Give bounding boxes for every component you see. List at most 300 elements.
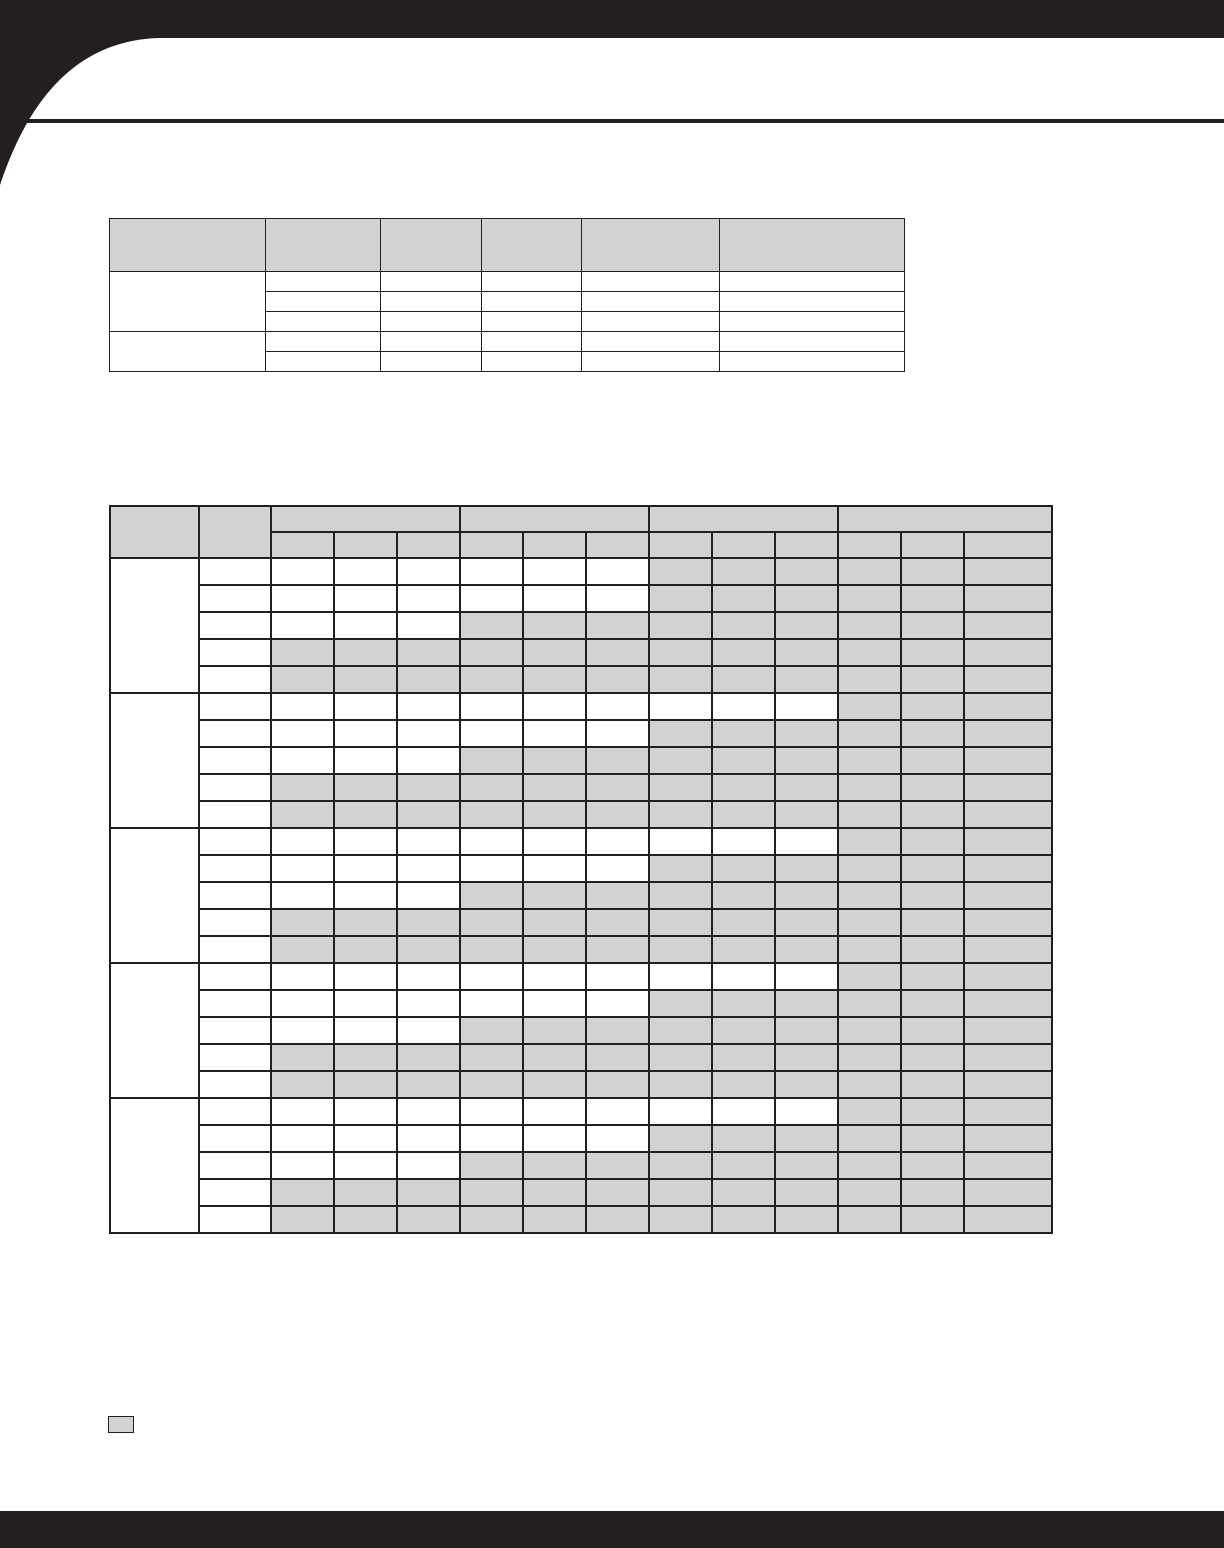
grid-cell [838,747,901,774]
grid-row [110,1206,1052,1233]
grid-group-label [110,693,199,828]
grid-cell [271,801,334,828]
grid-cell [649,774,712,801]
grid-cell [964,801,1052,828]
grid-row [110,801,1052,828]
summary-cell [720,272,905,292]
grid-cell [964,612,1052,639]
grid-cell [838,909,901,936]
grid-cell [523,666,586,693]
grid-cell [649,639,712,666]
grid-column-group-header [271,506,460,532]
grid-cell [334,855,397,882]
grid-cell [838,1098,901,1125]
grid-cell [397,990,460,1017]
grid-cell [964,720,1052,747]
grid-cell [712,1152,775,1179]
grid-sub-column-header [523,532,586,558]
grid-cell [712,747,775,774]
grid-cell [586,612,649,639]
grid-cell [586,1071,649,1098]
grid-cell [523,639,586,666]
grid-cell [901,558,964,585]
grid-cell [397,720,460,747]
grid-cell [838,855,901,882]
grid-cell [271,990,334,1017]
grid-row-label [199,666,271,693]
grid-cell [271,1206,334,1233]
grid-cell [523,720,586,747]
grid-cell [901,1017,964,1044]
grid-row-label [199,936,271,963]
grid-cell [460,855,523,882]
grid-cell [586,774,649,801]
grid-cell [586,693,649,720]
grid-cell [649,828,712,855]
grid-cell [775,1125,838,1152]
grid-cell [334,909,397,936]
grid-cell [838,720,901,747]
grid-row [110,693,1052,720]
grid-cell [460,1152,523,1179]
summary-cell [720,312,905,332]
summary-cell [381,332,482,352]
grid-cell [712,909,775,936]
grid-cell [586,1098,649,1125]
summary-header-cell [720,219,905,272]
grid-cell [334,1044,397,1071]
grid-cell [586,585,649,612]
grid-cell [334,558,397,585]
grid-cell [271,720,334,747]
grid-row-label [199,855,271,882]
grid-cell [712,1017,775,1044]
grid-group-label [110,558,199,693]
grid-row [110,882,1052,909]
grid-cell [271,1152,334,1179]
grid-cell [586,639,649,666]
grid-cell [271,1044,334,1071]
grid-cell [649,963,712,990]
grid-cell [712,801,775,828]
grid-cell [901,801,964,828]
summary-cell [582,332,720,352]
grid-group-label [110,828,199,963]
grid-cell [901,693,964,720]
summary-cell [381,272,482,292]
grid-cell [271,1017,334,1044]
grid-cell [334,936,397,963]
summary-table [109,218,905,372]
grid-cell [397,693,460,720]
grid-cell [271,558,334,585]
grid-corner-header [199,506,271,558]
grid-cell [964,909,1052,936]
grid-cell [964,1071,1052,1098]
grid-cell [649,612,712,639]
grid-cell [523,801,586,828]
grid-cell [397,1044,460,1071]
grid-cell [901,1125,964,1152]
grid-cell [964,693,1052,720]
grid-cell [397,882,460,909]
grid-cell [523,1152,586,1179]
grid-cell [712,585,775,612]
grid-cell [649,855,712,882]
grid-cell [271,1071,334,1098]
grid-cell [334,639,397,666]
grid-cell [775,1071,838,1098]
grid-group-label [110,963,199,1098]
grid-cell [460,720,523,747]
grid-cell [964,1017,1052,1044]
grid-cell [397,666,460,693]
grid-cell [523,774,586,801]
grid-cell [964,585,1052,612]
grid-cell [397,1098,460,1125]
grid-row [110,585,1052,612]
grid-cell [523,747,586,774]
grid-cell [460,585,523,612]
grid-row [110,720,1052,747]
grid-row [110,774,1052,801]
grid-cell [334,720,397,747]
grid-row-label [199,1179,271,1206]
grid-cell [775,855,838,882]
grid-sub-column-header [964,532,1052,558]
grid-cell [964,747,1052,774]
grid-cell [523,1017,586,1044]
grid-cell [901,963,964,990]
summary-group-label [110,332,266,372]
grid-cell [460,774,523,801]
grid-cell [586,909,649,936]
grid-cell [271,963,334,990]
grid-row-label [199,1044,271,1071]
grid-cell [523,1179,586,1206]
grid-cell [460,1206,523,1233]
grid-cell [334,1152,397,1179]
grid-cell [712,1179,775,1206]
grid-cell [586,666,649,693]
grid-cell [649,882,712,909]
grid-sub-column-header [838,532,901,558]
grid-row [110,612,1052,639]
summary-cell [381,312,482,332]
grid-row [110,558,1052,585]
grid-row-label [199,1125,271,1152]
grid-cell [586,801,649,828]
summary-cell [266,292,381,312]
grid-cell [397,1017,460,1044]
grid-cell [397,612,460,639]
grid-cell [838,828,901,855]
grid-cell [649,585,712,612]
grid-cell [775,720,838,747]
grid-cell [397,585,460,612]
summary-cell [582,352,720,372]
grid-cell [334,1125,397,1152]
grid-cell [649,1017,712,1044]
grid-cell [775,963,838,990]
grid-cell [964,1179,1052,1206]
grid-cell [775,828,838,855]
grid-cell [586,990,649,1017]
grid-cell [964,1206,1052,1233]
summary-header-cell [582,219,720,272]
grid-row-label [199,720,271,747]
grid-cell [838,1044,901,1071]
grid-group-label [110,1098,199,1233]
grid-cell [712,612,775,639]
grid-cell [586,1179,649,1206]
grid-row [110,1071,1052,1098]
summary-cell [720,332,905,352]
grid-cell [586,720,649,747]
grid-row-label [199,774,271,801]
grid-cell [712,936,775,963]
grid-row [110,990,1052,1017]
grid-cell [334,963,397,990]
grid-cell [271,1125,334,1152]
grid-cell [523,612,586,639]
grid-cell [901,1098,964,1125]
grid-cell [460,558,523,585]
grid-cell [712,1098,775,1125]
grid-cell [523,1125,586,1152]
grid-cell [397,909,460,936]
grid-row [110,1044,1052,1071]
grid-cell [397,1152,460,1179]
grid-cell [649,909,712,936]
grid-cell [775,1206,838,1233]
grid-row [110,963,1052,990]
grid-row-label [199,558,271,585]
grid-row-label [199,1098,271,1125]
grid-cell [334,747,397,774]
grid-cell [964,828,1052,855]
grid-row [110,1098,1052,1125]
grid-cell [460,936,523,963]
grid-cell [901,747,964,774]
grid-cell [523,693,586,720]
summary-cell [582,312,720,332]
grid-cell [775,936,838,963]
grid-cell [460,963,523,990]
grid-cell [586,963,649,990]
grid-row-label [199,963,271,990]
summary-cell [266,332,381,352]
grid-cell [334,801,397,828]
grid-cell [775,558,838,585]
grid-cell [397,936,460,963]
grid-cell [901,936,964,963]
grid-cell [838,1179,901,1206]
grid-cell [397,963,460,990]
grid-cell [649,558,712,585]
grid-cell [901,666,964,693]
grid-cell [271,639,334,666]
grid-cell [775,801,838,828]
grid-sub-column-header [775,532,838,558]
grid-cell [964,558,1052,585]
header-corner-curve [0,0,200,200]
grid-cell [775,990,838,1017]
grid-cell [838,1206,901,1233]
summary-header-cell [482,219,582,272]
grid-cell [586,1017,649,1044]
grid-cell [712,1206,775,1233]
grid-cell [523,1206,586,1233]
grid-cell [460,1044,523,1071]
grid-cell [649,720,712,747]
grid-row [110,1017,1052,1044]
grid-cell [460,909,523,936]
grid-cell [586,1125,649,1152]
grid-row [110,936,1052,963]
grid-cell [271,855,334,882]
grid-cell [523,963,586,990]
grid-cell [397,1125,460,1152]
grid-cell [775,612,838,639]
grid-row-label [199,747,271,774]
grid-cell [460,828,523,855]
grid-cell [838,936,901,963]
grid-cell [775,1098,838,1125]
grid-cell [271,1179,334,1206]
grid-cell [397,1206,460,1233]
grid-row-label [199,1017,271,1044]
summary-row [110,272,905,292]
grid-cell [964,963,1052,990]
grid-cell [712,963,775,990]
grid-cell [838,693,901,720]
grid-cell [838,774,901,801]
grid-cell [334,882,397,909]
grid-cell [271,1098,334,1125]
grid-row-label [199,1206,271,1233]
grid-sub-column-header [712,532,775,558]
grid-cell [460,1125,523,1152]
grid-cell [334,693,397,720]
grid-row-label [199,585,271,612]
grid-row [110,909,1052,936]
grid-cell [712,1125,775,1152]
summary-cell [381,292,482,312]
grid-cell [649,1044,712,1071]
grid-row [110,666,1052,693]
grid-cell [901,774,964,801]
grid-cell [523,882,586,909]
grid-cell [775,1044,838,1071]
grid-row-label [199,828,271,855]
grid-cell [586,828,649,855]
summary-cell [482,272,582,292]
grid-cell [334,666,397,693]
grid-cell [964,639,1052,666]
grid-cell [838,990,901,1017]
grid-cell [460,882,523,909]
grid-corner-header [110,506,199,558]
grid-cell [901,720,964,747]
grid-cell [523,936,586,963]
grid-cell [901,612,964,639]
grid-cell [334,990,397,1017]
summary-cell [582,272,720,292]
grid-sub-column-header [460,532,523,558]
grid-cell [397,774,460,801]
grid-cell [838,1017,901,1044]
grid-cell [523,855,586,882]
grid-cell [523,1071,586,1098]
grid-cell [775,882,838,909]
grid-cell [964,882,1052,909]
grid-cell [838,666,901,693]
grid-cell [649,1071,712,1098]
grid-cell [901,1071,964,1098]
grid-cell [649,1206,712,1233]
grid-cell [901,990,964,1017]
grid-cell [775,1179,838,1206]
grid-cell [838,639,901,666]
grid-cell [901,585,964,612]
summary-header-cell [266,219,381,272]
grid-cell [334,1206,397,1233]
grid-cell [271,693,334,720]
summary-cell [266,352,381,372]
grid-cell [712,693,775,720]
grid-sub-column-header [271,532,334,558]
grid-cell [712,882,775,909]
grid-row [110,747,1052,774]
grid-cell [838,558,901,585]
legend-swatch [108,1416,134,1433]
grid-row-label [199,1152,271,1179]
grid-cell [901,828,964,855]
grid-cell [649,936,712,963]
grid-cell [712,666,775,693]
grid-cell [523,990,586,1017]
grid-cell [712,720,775,747]
grid-cell [586,1152,649,1179]
grid-cell [649,1179,712,1206]
grid-cell [649,666,712,693]
grid-row-label [199,801,271,828]
grid-row-label [199,693,271,720]
grid-cell [901,855,964,882]
grid-cell [649,1125,712,1152]
grid-cell [901,1044,964,1071]
grid-cell [838,585,901,612]
grid-cell [460,747,523,774]
grid-row-label [199,909,271,936]
summary-cell [482,332,582,352]
grid-cell [460,666,523,693]
summary-group-label [110,272,266,332]
grid-cell [838,1152,901,1179]
grid-cell [712,639,775,666]
grid-row-label [199,882,271,909]
grid-cell [523,1044,586,1071]
grid-cell [334,612,397,639]
grid-cell [838,882,901,909]
grid-column-group-header [460,506,649,532]
grid-cell [460,990,523,1017]
grid-cell [901,1206,964,1233]
grid-cell [460,1098,523,1125]
grid-cell [775,639,838,666]
grid-sub-column-header [649,532,712,558]
